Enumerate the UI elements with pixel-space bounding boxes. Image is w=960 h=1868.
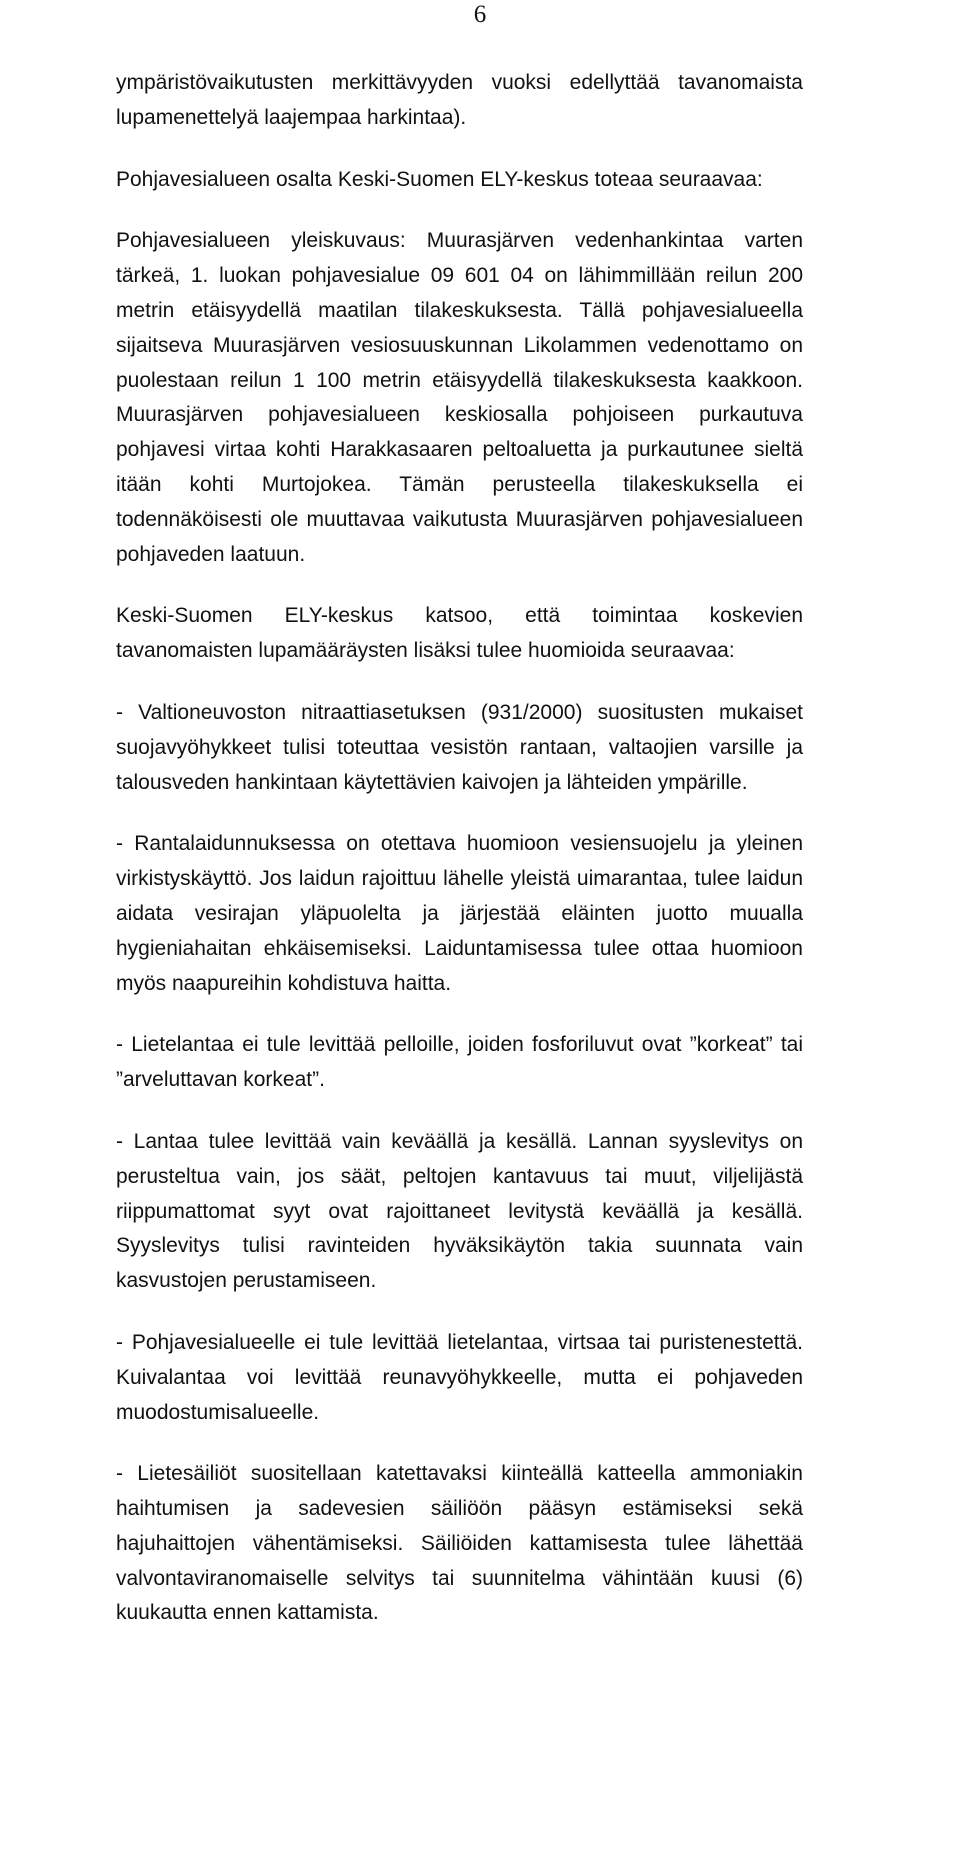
document-body [116,66,803,1658]
list-item-groundwater-spreading: - Pohjavesialueelle ei tule levittää lietelantaa, virtsaa tai puristenestettä. Kuivalantaa voi levittää reunavyöhykkeelle, mutta ei pohjaveden muodostumisalueelle. [116,1330,803,1424]
list-item-buffer-zones: - Valtioneuvoston nitraattiasetuksen (931/2000) suositusten mukaiset suojavyöhykkeet tulisi toteuttaa vesistön rantaan, valtaojien varsille ja talousveden hankintaan käytettävien kaivojen ja lähteiden ympärille. [116,700,803,794]
paragraph-groundwater-heading: Pohjavesialueen osalta Keski-Suomen ELY-keskus toteaa seuraavaa: [116,167,763,191]
list-item-slurry-tank-cover: - Lietesäiliöt suositellaan katettavaksi kiinteällä katteella ammoniakin haihtumisen ja sadevesien säiliöön pääsyn estämiseksi sekä hajuhaittojen vähentämiseksi. Säiliöiden kattamisesta tulee lähettää valvontaviranomaiselle selvitys tai suunnitelma vähintään kuusi (6) kuukautta ennen kattamista. [116,1462,803,1625]
paragraph-groundwater-overview: Pohjavesialueen yleiskuvaus: Muurasjärven vedenhankintaa varten tärkeä, 1. luokan pohjavesialue 09 601 04 on lähimmillään reilun 200 metrin etäisyydellä maatilan tilakeskuksesta. Tällä pohjavesialueella sijaitseva Muurasjärven vesiosuuskunnan Likolammen vedenottamo on puolestaan reilun 1 100 metrin etäisyydellä tilakeskuksesta kaakkoon. Muurasjärven pohjavesialueen keskiosalla pohjoiseen purkautuva pohjavesi virtaa kohti Harakkasaaren peltoaluetta ja purkautunee sieltä itään kohti Murtojokea. Tämän perusteella tilakeskuksella ei todennäköisesti ole muuttavaa vaikutusta Muurasjärven pohjavesialueen pohjaveden laatuun. [116,229,803,566]
paragraph-intro-continuation: ympäristövaikutusten merkittävyyden vuoksi edellyttää tavanomaista lupamenettelyä laajempaa harkintaa). [116,71,803,129]
paragraph-ely-statement: Keski-Suomen ELY-keskus katsoo, että toimintaa koskevien tavanomaisten lupamääräysten lisäksi tulee huomioida seuraavaa: [116,604,803,663]
list-item-spreading-season: - Lantaa tulee levittää vain keväällä ja kesällä. Lannan syyslevitys on perusteltua vain, jos säät, peltojen kantavuus tai muut, viljelijästä riippumattomat syyt ovat rajoittaneet levitystä keväällä ja kesällä. Syyslevitys tulisi ravinteiden hyväksikäytön takia suunnata vain kasvustojen perustamiseen. [116,1129,803,1293]
list-item-shore-grazing: - Rantalaidunnuksessa on otettava huomioon vesiensuojelu ja yleinen virkistyskäyttö. Jos laidun rajoittuu lähelle yleistä uimarantaa, tulee laidun aidata vesirajan yläpuolelta ja järjestää eläinten juotto muualla hygieniahaitan ehkäisemiseksi. Laiduntamisessa tulee ottaa huomioon myös naapureihin kohdistuva haitta. [116,832,803,995]
page-number: 6 [473,1,487,28]
list-item-slurry-phosphorus: - Lietelantaa ei tule levittää pelloille, joiden fosforiluvut ovat ”korkeat” tai ”arveluttavan korkeat”. [116,1033,803,1092]
